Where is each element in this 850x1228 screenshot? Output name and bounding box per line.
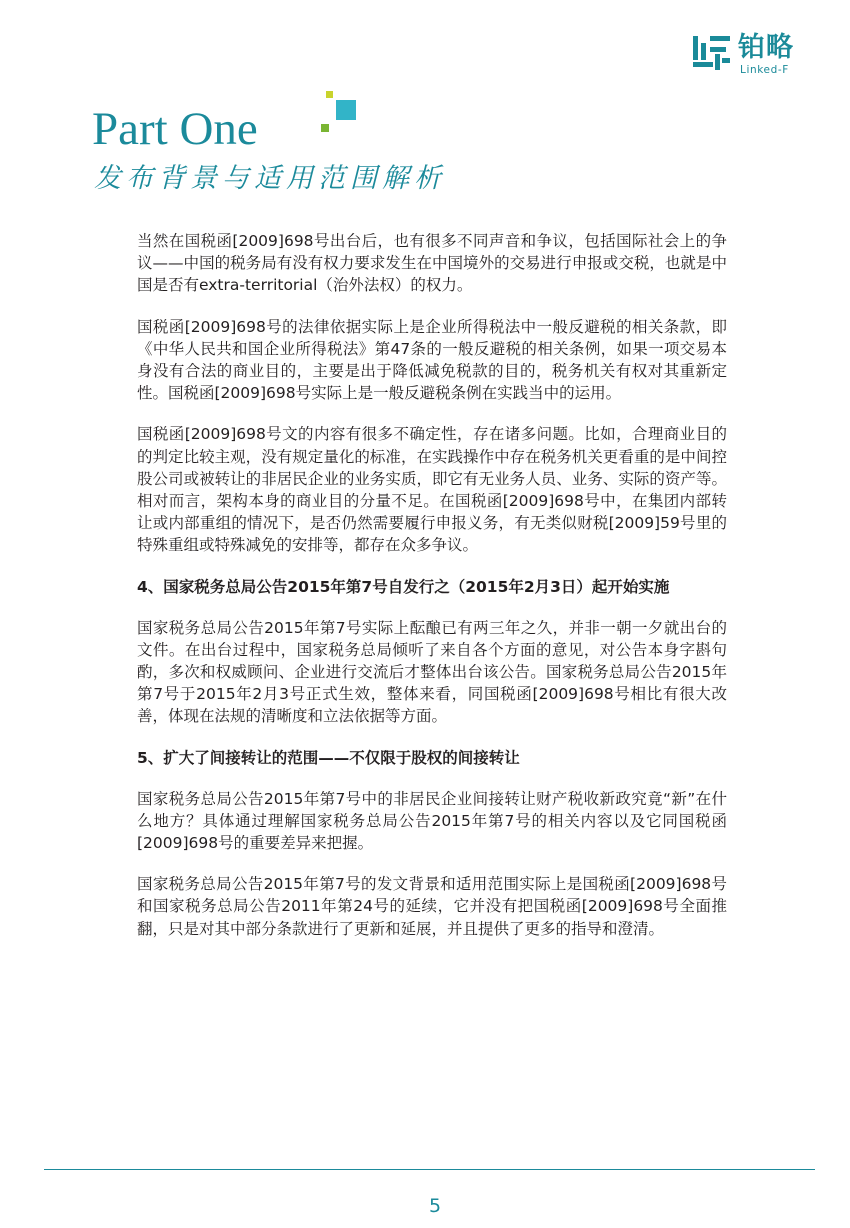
paragraph: 当然在国税函[2009]698号出台后，也有很多不同声音和争议，包括国际社会上的争议——中国的税务局有没有权力要求发生在中国境外的交易进行申报或交税，也就是中国是否有extra-territorial（治外法权）的权力。 <box>137 232 727 295</box>
paragraph: 国家税务总局公告2015年第7号的发文背景和适用范围实际上是国税函[2009]698号和国家税务总局公告2011年第24号的延续，它并没有把国税函[2009]698号全面推翻，只是对其中部分条款进行了更新和延展，并且提供了更多的指导和澄清。 <box>137 875 727 938</box>
brand-logo <box>693 34 813 78</box>
brand-name-cn: 铂略 <box>738 32 794 63</box>
paragraph: 国税函[2009]698号的法律依据实际上是企业所得税法中一般反避税的相关条款，即《中华人民共和国企业所得税法》第47条的一般反避税的相关条例，如果一项交易本身没有合法的商业目的，主要是出于降低减免税款的目的，税务机关有权对其重新定性。国税函[2009]698号实际上是一般反避税条例在实践当中的运用。 <box>137 317 727 403</box>
decorative-squares-icon <box>315 90 365 142</box>
paragraph: 国家税务总局公告2015年第7号中的非居民企业间接转让财产税收新政究竟“新”在什么地方？具体通过理解国家税务总局公告2015年第7号的相关内容以及它同国税函[2009]698号的重要差异来把握。 <box>137 789 727 853</box>
section-subtitle: 发布背景与适用范围解析 <box>94 163 446 194</box>
section-heading-5: 5、扩大了间接转让的范围——不仅限于股权的间接转让 <box>137 748 520 767</box>
section-title: Part One <box>92 103 258 155</box>
paragraph: 国家税务总局公告2015年第7号实际上酝酿已有两三年之久，并非一朝一夕就出台的文件。在出台过程中，国家税务总局倾听了来自各个方面的意见，对公告本身字斟句酌，多次和权威顾问、企业进行交流后才整体出台该公告。国家税务总局公告2015年第7号于2015年2月3号正式生效，整体来看，同国税函[2009]698号相比有很大改善，体现在法规的清晰度和立法依据等方面。 <box>137 618 727 726</box>
section-heading-4: 4、国家税务总局公告2015年第7号自发行之（2015年2月3日）起开始实施 <box>137 577 670 596</box>
body-content <box>137 230 727 959</box>
page-number: 5 <box>428 1195 442 1217</box>
brand-name-en: Linked-F <box>740 64 789 76</box>
linked-f-logo-icon <box>693 34 733 74</box>
paragraph: 国税函[2009]698号文的内容有很多不确定性，存在诸多问题。比如，合理商业目的的判定比较主观，没有规定量化的标准，在实践操作中存在税务机关更看重的是中间控股公司或被转让的非居民企业的业务实质，即它有无业务人员、业务、实际的资产等。相对而言，架构本身的商业目的分量不足。在国税函[2009]698号中，在集团内部转让或内部重组的情况下，是否仍然需要履行申报义务，有无类似财税[2009]59号里的特殊重组或特殊减免的安排等，都存在众多争议。 <box>137 425 727 555</box>
footer-divider <box>44 1169 815 1170</box>
